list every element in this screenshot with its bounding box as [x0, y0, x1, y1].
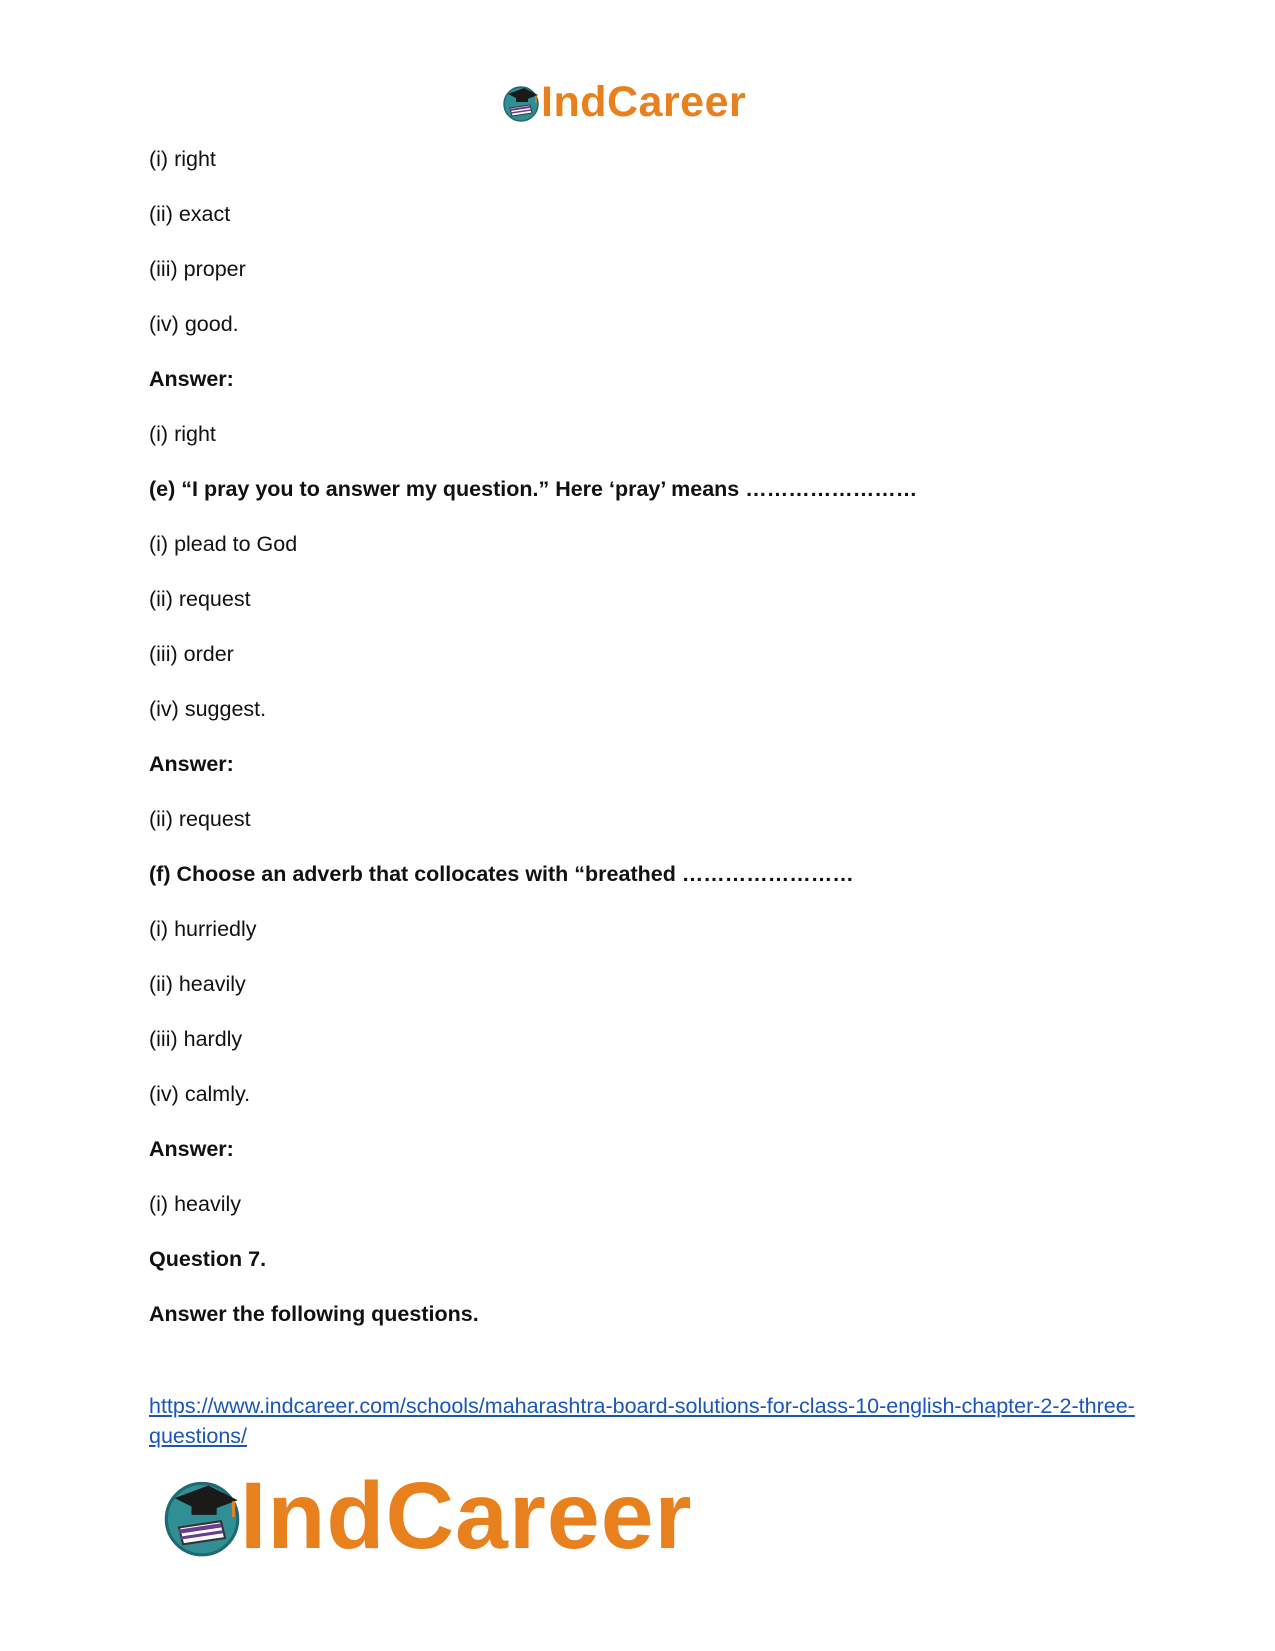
question-e: (e) “I pray you to answer my question.” Here ‘pray’ means ……………………	[149, 477, 918, 501]
answer-text: (ii) request	[149, 807, 251, 831]
header-logo	[501, 78, 746, 127]
logo-text: IndCareer	[240, 1463, 693, 1569]
answer-text: (i) right	[149, 422, 216, 446]
option-line: (iii) proper	[149, 257, 246, 281]
option-line: (iv) calmly.	[149, 1082, 251, 1106]
answer-label: Answer:	[149, 367, 234, 391]
option-line: (i) right	[149, 147, 216, 171]
answer-text: (i) heavily	[149, 1192, 241, 1216]
option-line: (ii) exact	[149, 202, 231, 226]
graduation-cap-book-globe-icon	[501, 83, 541, 123]
option-line: (iv) suggest.	[149, 697, 267, 721]
footer-logo	[160, 1462, 693, 1571]
document-body	[149, 146, 1149, 1356]
question-f: (f) Choose an adverb that collocates with “breathed ……………………	[149, 862, 854, 886]
option-line: (i) plead to God	[149, 532, 298, 556]
logo-text: IndCareer	[541, 78, 747, 126]
answer-label: Answer:	[149, 1137, 234, 1161]
option-line: (iii) order	[149, 642, 234, 666]
option-line: (iv) good.	[149, 312, 239, 336]
instruction-text: Answer the following questions.	[149, 1302, 479, 1326]
source-url-link[interactable]: https://www.indcareer.com/schools/maharashtra-board-solutions-for-class-10-english-chapter-2-2-three-questions/	[149, 1394, 1135, 1448]
answer-label: Answer:	[149, 752, 234, 776]
graduation-cap-book-globe-icon	[160, 1475, 244, 1559]
option-line: (i) hurriedly	[149, 917, 257, 941]
option-line: (iii) hardly	[149, 1027, 243, 1051]
option-line: (ii) request	[149, 587, 251, 611]
option-line: (ii) heavily	[149, 972, 246, 996]
question-heading: Question 7.	[149, 1247, 267, 1271]
